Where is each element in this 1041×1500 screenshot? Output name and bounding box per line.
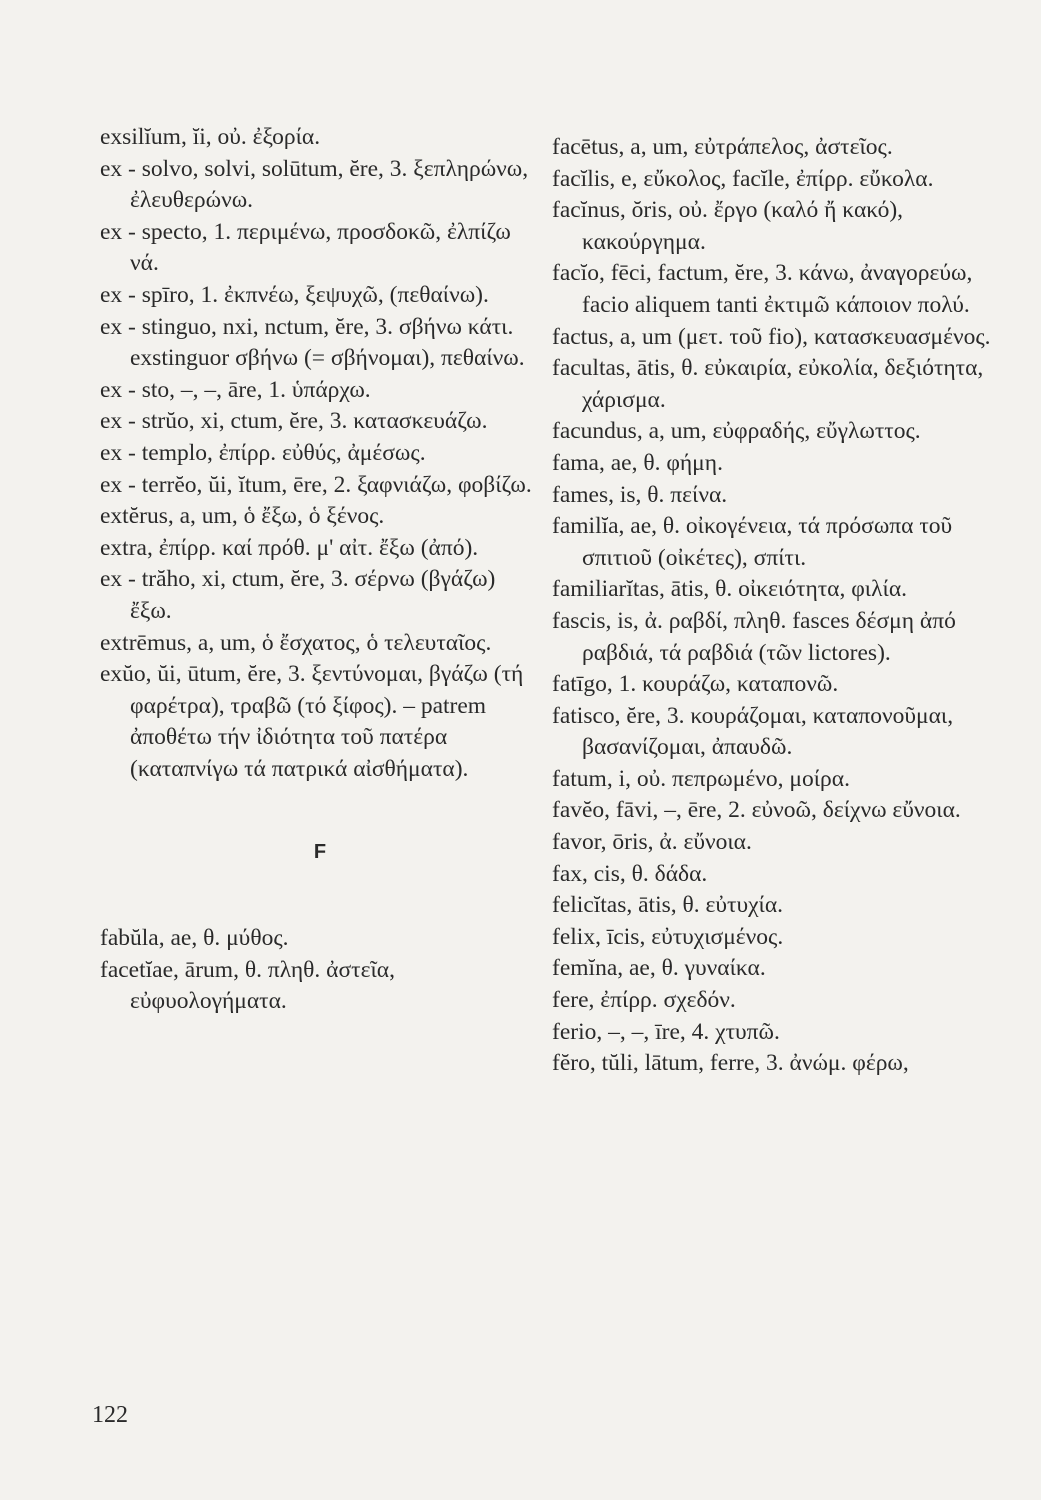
dictionary-entry: ex - solvo, solvi, solūtum, ĕre, 3. ξεπληρώνω, ἐλευθερώνω. <box>100 155 529 214</box>
dictionary-entry: ex - templo, ἐπίρρ. εὐθύς, ἀμέσως. <box>100 439 426 466</box>
dictionary-entry: fax, cis, θ. δάδα. <box>552 860 708 887</box>
dictionary-entry: ex - terrĕo, ŭi, ĭtum, ēre, 2. ξαφνιάζω, φοβίζω. <box>100 471 532 498</box>
dictionary-entry: facētus, a, um, εὐτράπελος, ἀστεῖος. <box>552 134 893 160</box>
dictionary-entry: fabŭla, ae, θ. μύθος. <box>100 925 289 952</box>
dictionary-entry: felix, īcis, εὐτυχισμένος. <box>552 923 784 950</box>
dictionary-entry: exŭo, ŭi, ūtum, ĕre, 3. ξεντύνομαι, βγάζω (τή φαρέτρα), τραβῶ (τό ξίφος). – patrem ἀποθέτω τήν ἰδιότητα τοῦ πατέρα (καταπνίγω τά πατρικά αἰσθήματα). <box>100 661 524 782</box>
dictionary-entry: fere, ἐπίρρ. σχεδόν. <box>552 987 736 1014</box>
dictionary-entry: ex - stinguo, nxi, nctum, ĕre, 3. σβήνω κάτι. exstinguor σβήνω (= σβήνομαι), πεθαίνω. <box>100 313 525 372</box>
section-letter-heading: F <box>313 841 327 864</box>
dictionary-entry: facĭnus, ŏris, οὐ. ἔργο (καλό ἤ κακό), κακούργημα. <box>552 197 904 255</box>
dictionary-entry: facundus, a, um, εὐφραδής, εὔγλωττος. <box>552 418 921 445</box>
dictionary-entry: ex - specto, 1. περιμένω, προσδοκῶ, ἐλπίζω νά. <box>100 218 511 277</box>
right-column <box>552 132 994 1080</box>
dictionary-entry: factus, a, um (μετ. τοῦ fio), κατασκευασμένος. <box>552 323 991 350</box>
dictionary-entry: ex - spīro, 1. ἐκπνέω, ξεψυχῶ, (πεθαίνω). <box>100 281 489 308</box>
dictionary-entry: facĭlis, e, εὔκολος, facĭle, ἐπίρρ. εὔκολα. <box>552 165 934 192</box>
dictionary-entry: fama, ae, θ. φήμη. <box>552 449 723 476</box>
dictionary-entry: facultas, ātis, θ. εὐκαιρία, εὐκολία, δεξιότητα, χάρισμα. <box>552 355 984 413</box>
dictionary-entry: extra, ἐπίρρ. καί πρόθ. μ' αἰτ. ἔξω (ἀπό). <box>100 534 479 561</box>
dictionary-entry: exsilĭum, ĭi, οὐ. ἐξορία. <box>100 124 321 150</box>
dictionary-entry: fames, is, θ. πείνα. <box>552 481 728 508</box>
dictionary-entry: ferio, –, –, īre, 4. χτυπῶ. <box>552 1018 780 1045</box>
dictionary-entry: familiarĭtas, ātis, θ. οἰκειότητα, φιλία. <box>552 576 908 603</box>
dictionary-entry: ex - sto, –, –, āre, 1. ὑπάρχω. <box>100 376 371 403</box>
dictionary-entry: felicĭtas, ātis, θ. εὐτυχία. <box>552 892 784 919</box>
dictionary-entry: femĭna, ae, θ. γυναίκα. <box>552 955 766 982</box>
dictionary-entry: facĭo, fēci, factum, ĕre, 3. κάνω, ἀναγορεύω, facio aliquem tanti ἐκτιμῶ κάποιον πολύ. <box>552 260 973 318</box>
dictionary-entry: favĕo, fāvi, –, ēre, 2. εὐνοῶ, δείχνω εὔνοια. <box>552 797 961 824</box>
dictionary-entry: fatum, i, οὐ. πεπρωμένο, μοίρα. <box>552 765 850 792</box>
dictionary-entry: extĕrus, a, um, ὁ ἔξω, ὁ ξένος. <box>100 503 385 530</box>
dictionary-entry: facetĭae, ārum, θ. πληθ. ἀστεῖα, εὐφυολογήματα. <box>100 956 395 1015</box>
dictionary-entry: favor, ōris, ἀ. εὔνοια. <box>552 829 752 856</box>
dictionary-entry: fascis, is, ἀ. ραβδί, πληθ. fasces δέσμη ἀπό ραβδιά, τά ραβδιά (τῶν lictores). <box>552 607 956 666</box>
dictionary-entry: fĕro, tŭli, lātum, ferre, 3. ἀνώμ. φέρω, <box>552 1050 909 1077</box>
page-number: 122 <box>92 1402 128 1428</box>
dictionary-entry: fatīgo, 1. κουράζω, καταπονῶ. <box>552 671 839 698</box>
dictionary-entry: ex - strŭo, xi, ctum, ĕre, 3. κατασκευάζω. <box>100 408 488 435</box>
dictionary-entry: familĭa, ae, θ. οἰκογένεια, τά πρόσωπα τοῦ σπιτιοῦ (οἰκέτες), σπίτι. <box>552 513 953 571</box>
dictionary-entry: ex - trăho, xi, ctum, ĕre, 3. σέρνω (βγάζω) ἔξω. <box>100 566 496 624</box>
dictionary-entry: fatisco, ĕre, 3. κουράζομαι, καταπονοῦμαι, βασανίζομαι, ἀπαυδῶ. <box>552 702 954 761</box>
left-column <box>100 122 540 1018</box>
dictionary-entry: extrēmus, a, um, ὁ ἔσχατος, ὁ τελευταῖος. <box>100 629 492 656</box>
